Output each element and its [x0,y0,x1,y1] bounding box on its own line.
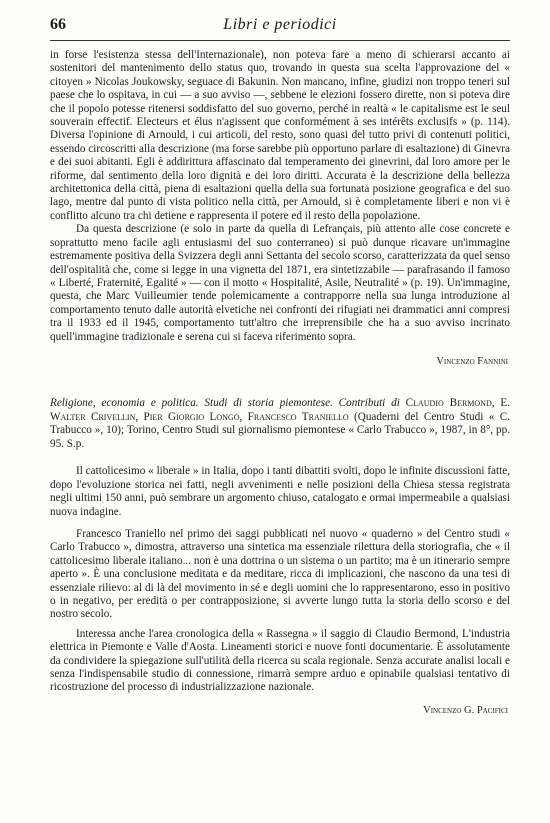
review-heading [50,397,510,451]
book-authors: Claudio Bermond, E. Walter Crivellin, Pier Giorgio Longo, Francesco Traniello [50,396,510,423]
review-1-continuation [50,49,510,367]
paragraph: Da questa descrizione (e solo in parte da quella di Lefrançais, più attento alle cose concrete e soprattutto meno facile agli entusiasmi del suo conterraneo) si può dunque ricavare un'immagine estremamente positiva della Svizzera degli anni Settanta del secolo scorso, caratterizzata da quel senso dell'ospitalità che, come si legge in una vignetta del 1871, era sintetizzabile — parafrasando il famoso « Liberté, Fraternité, Egalité » — con il motto « Hospitalité, Asile, Neutralité » (p. 19). Un'immagine, questa, che Marc Vuilleumier tende polemicamente a contrapporre nella sua lunga introduzione al comportamento tenuto dalle autorità elvetiche nei confronti dei rifugiati nei drammatici anni compresi tra il 1933 ed il 1945, comportamento tutt'altro che irreprensibile che ha a suo avviso incrinato quell'immagine tradizionale e serena cui si faceva riferimento sopra. [50,223,510,343]
book-title: Religione, economia e politica. Studi di storia piemontese. Contributi di [50,396,400,409]
paragraph: Interessa anche l'area cronologica della « Rassegna » il saggio di Claudio Bermond, L'industria elettrica in Piemonte e Valle d'Aosta. Lineamenti storici e nuove fonti documentarie. È assolutamente da condividere la spiegazione sull'utilità della ricerca su scala regionale. Senza accurate analisi locali e senza l'indispensabile studio di connessione, rimarrà sempre arduo e opinabile qualsiasi tentativo di ricostruzione del processo di industrializzazione nazionale. [50,627,510,694]
paragraph: in forse l'esistenza stessa dell'Internazionale), non poteva fare a meno di schierarsi accanto ai sostenitori del mantenimento dello status quo, trovando in questa sua scelta l'approvazione del « citoyen » Nicolas Joukowsky, seguace di Bakunin. Non mancano, infine, giudizi non troppo teneri sul paese che lo ospitava, in cui — a suo avviso —, sebbene le elezioni fossero dirette, non si poteva dire che il popolo potesse ritenersi soddisfatto del suo governo, perché in realtà « le capitalisme est le seul souverain effectif. Electeurs et élus n'agissent que conformément à ses intérêts exclusifs » (p. 114). Diversa l'opinione di Arnould, i cui articoli, del resto, sono quasi del tutto privi di contenuti politici, essendo circoscritti alla descrizione (ma forse sarebbe più opportuno parlare di esaltazione) di Ginevra e dei suoi abitanti. Egli è addirittura affascinato dal temperamento dei ginevrini, dal loro amore per le riforme, dal sentimento della loro dignità e dei loro diritti. Accurata è la descrizione della bellezza architettonica della città, piena di esaltazioni quella della sua fortunata posizione geografica e del suo lago, mentre dal punto di vista politico nella città, per Arnould, si è completamente liberi e non vi è conflitto alcuno tra chi detiene e rappresenta il potere ed il resto della popolazione. [50,49,510,222]
paragraph: Francesco Traniello nel primo dei saggi pubblicati nel nuovo « quaderno » del Centro studi « Carlo Trabucco », dimostra, attraverso una sintetica ma essenziale rilettura della storiografia, che « il cattolicesimo liberale italiano... non è una dottrina o un sistema o un partito; ma è un itinerario sempre aperto ». È una conclusione meditata e da meditare, ricca di implicazioni, che nascono da una tesi di essenziale rilievo: al di là del movimento in sé e degli uomini che lo rappresentarono, esso in positivo o in negativo, per eredità o per contrapposizione, si avverte lungo tutta la storia dello scorso e del nostro secolo. [50,527,510,621]
running-title: Libri e periodici [223,16,337,33]
page-header [50,14,510,41]
author-signature: Vincenzo G. Pacifici [423,704,508,716]
author-signature: Vincenzo Fannini [436,355,508,367]
book-series: (Quaderni del Centro Studi « C. Trabucco », 10); Torino, Centro Studi sul giornalismo piemontese « Carlo Trabucco », 1987, in 8°, pp. 95. S.p. [50,410,511,450]
paragraph: Il cattolicesimo « liberale » in Italia, dopo i tanti dibattiti svolti, dopo le infinite discussioni fatte, dopo l'evoluzione storica nei fatti, negli avvenimenti e nelle posizioni della Chiesa stessa registrata negli ultimi 150 anni, può sembrare un argomento chiuso, catalogato e ormai impermeabile a qualsiasi nuova indagine. [50,465,510,518]
review-2 [50,397,510,716]
page-number: 66 [50,16,66,33]
